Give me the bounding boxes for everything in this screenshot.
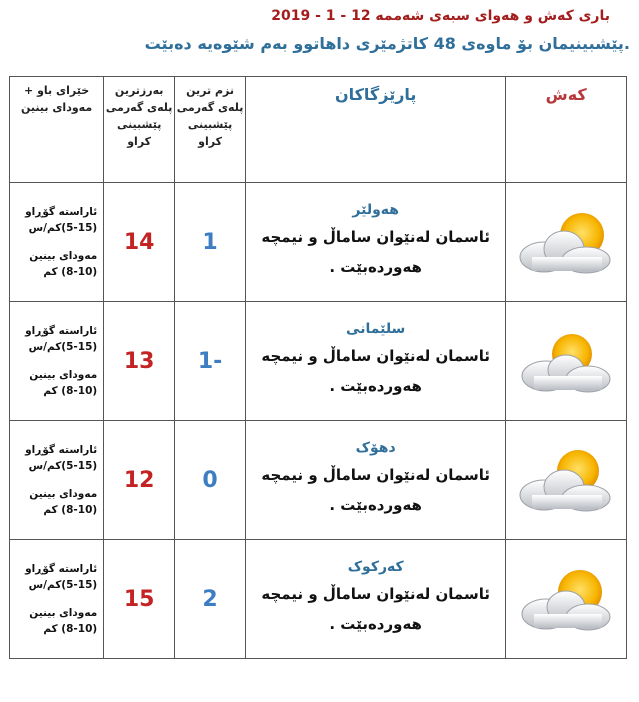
- table-row: [10, 540, 627, 659]
- wind-direction: ئاراستە گۆڕاو: [25, 325, 98, 337]
- wind-direction: ئاراستە گۆڕاو: [25, 444, 98, 456]
- table-header-row: [10, 77, 627, 183]
- partly-cloudy-sun-icon: [516, 564, 616, 634]
- city-name: هەولێر: [352, 202, 399, 218]
- partly-cloudy-sun-icon: [516, 326, 616, 396]
- city-cell: [246, 540, 506, 659]
- header-city: پارێزگاکان: [246, 77, 506, 183]
- weather-description: ئاسمان لەنێوان ساماڵ و نیمچە هەوردەبێت .: [261, 228, 490, 276]
- wind-speed: (5-15)کم/س: [28, 579, 98, 591]
- header-max-temp: بەرزترین پلەی گەرمی پێشبینی کراو: [104, 77, 175, 183]
- table-row: [10, 421, 627, 540]
- partly-cloudy-sun-icon: [516, 207, 616, 277]
- forecast-table: [9, 76, 627, 659]
- wind-visibility-cell: [10, 302, 104, 421]
- table-row: [10, 183, 627, 302]
- min-temp: 2: [175, 540, 246, 659]
- visibility-range: (8-10) کم: [43, 504, 98, 516]
- max-temp: 12: [104, 421, 175, 540]
- page-subtitle: پێشبینیمان بۆ ماوەی 48 کاتژمێری داهاتوو بەم شێوەیە دەبێت.: [144, 34, 630, 53]
- city-cell: [246, 183, 506, 302]
- visibility-range: (8-10) کم: [43, 385, 98, 397]
- min-temp: -1: [175, 302, 246, 421]
- weather-description: ئاسمان لەنێوان ساماڵ و نیمچە هەوردەبێت .: [261, 347, 490, 395]
- wind-direction: ئاراستە گۆڕاو: [25, 563, 98, 575]
- wind-visibility-cell: [10, 421, 104, 540]
- weather-cell: [506, 421, 627, 540]
- weather-cell: [506, 540, 627, 659]
- page-title: باری کەش و هەوای سبەی شەممە 12 - 1 - 2019: [271, 8, 610, 24]
- weather-cell: [506, 302, 627, 421]
- wind-direction: ئاراستە گۆڕاو: [25, 206, 98, 218]
- city-cell: [246, 421, 506, 540]
- partly-cloudy-sun-icon: [516, 445, 616, 515]
- max-temp: 13: [104, 302, 175, 421]
- max-temp: 15: [104, 540, 175, 659]
- city-name: سلێمانی: [346, 321, 406, 337]
- wind-visibility-cell: [10, 540, 104, 659]
- wind-visibility-cell: [10, 183, 104, 302]
- table-row: [10, 302, 627, 421]
- min-temp: 1: [175, 183, 246, 302]
- visibility-label: مەودای بینین: [29, 250, 98, 262]
- visibility-label: مەودای بینین: [29, 369, 98, 381]
- weather-description: ئاسمان لەنێوان ساماڵ و نیمچە هەوردەبێت .: [261, 466, 490, 514]
- header-min-temp: نزم ترین پلەی گەرمی پێشبینی کراو: [175, 77, 246, 183]
- city-name: دهۆک: [355, 440, 396, 456]
- city-cell: [246, 302, 506, 421]
- weather-cell: [506, 183, 627, 302]
- city-name: کەرکوک: [347, 559, 404, 575]
- wind-speed: (5-15)کم/س: [28, 222, 98, 234]
- weather-description: ئاسمان لەنێوان ساماڵ و نیمچە هەوردەبێت .: [261, 585, 490, 633]
- min-temp: 0: [175, 421, 246, 540]
- max-temp: 14: [104, 183, 175, 302]
- visibility-range: (8-10) کم: [43, 266, 98, 278]
- header-wind-visibility: خێرای باو + مەودای بینین: [10, 77, 104, 183]
- visibility-label: مەودای بینین: [29, 488, 98, 500]
- visibility-range: (8-10) کم: [43, 623, 98, 635]
- header-weather: کەش: [506, 77, 627, 183]
- wind-speed: (5-15)کم/س: [28, 341, 98, 353]
- visibility-label: مەودای بینین: [29, 607, 98, 619]
- wind-speed: (5-15)کم/س: [28, 460, 98, 472]
